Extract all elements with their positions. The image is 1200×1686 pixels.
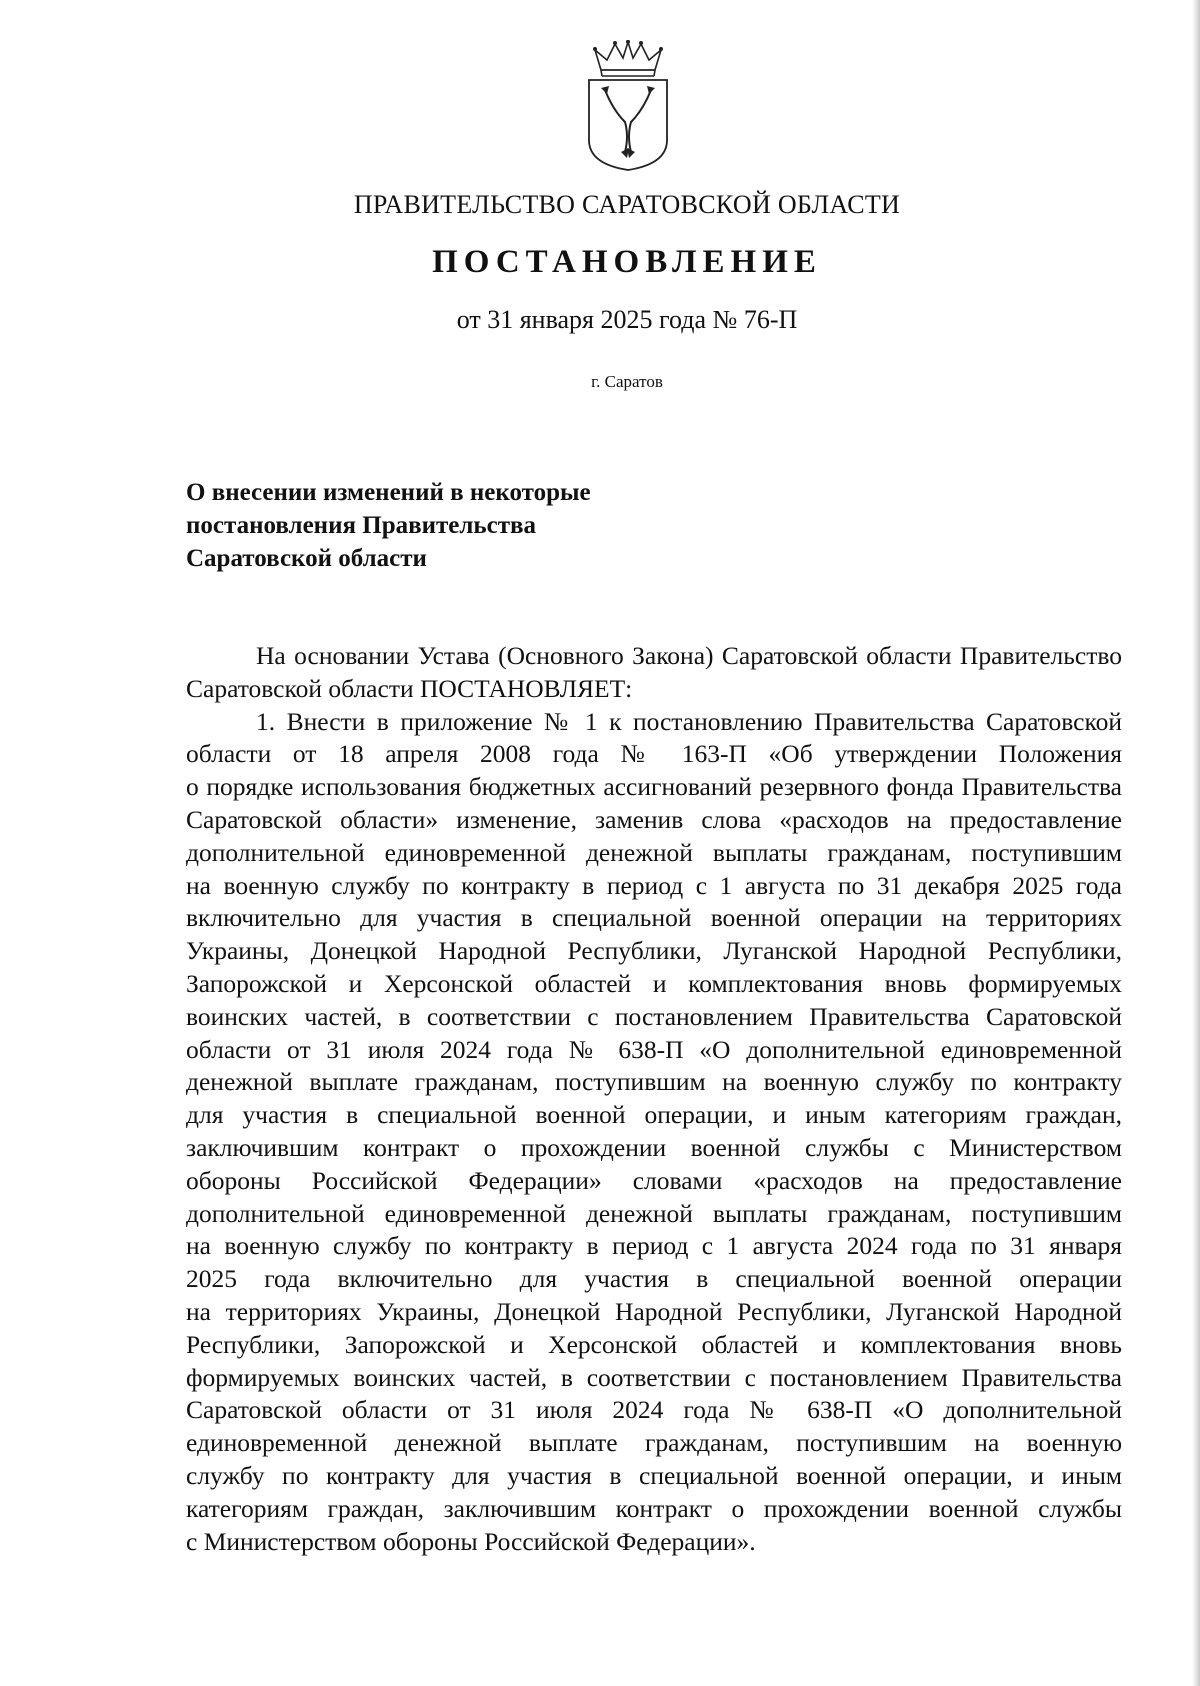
body-line: дополнительной единовременной денежной выплаты гражданам, поступившим (186, 837, 1122, 867)
document-subject (186, 476, 591, 575)
body-line: 1. Внести в приложение № 1 к постановлению Правительства Саратовской (256, 706, 1122, 736)
subject-line: постановления Правительства (186, 512, 536, 539)
body-line: обороны Российской Федерации» словами «расходов на предоставление (186, 1165, 1122, 1195)
body-line: области от 31 июля 2024 года № 638-П «О дополнительной единовременной (186, 1034, 1122, 1064)
body-line: на военную службу по контракту в период с 1 августа 2024 года по 31 января (186, 1231, 1122, 1261)
body-line: единовременной денежной выплате гражданам, поступившим на военную (186, 1428, 1122, 1458)
body-line: воинских частей, в соответствии с постановлением Правительства Саратовской (186, 1001, 1122, 1031)
document-city: г. Саратов (591, 372, 663, 391)
body-line: о порядке использования бюджетных ассигнований резервного фонда Правительства (186, 772, 1122, 802)
document-date-number: от 31 января 2025 года № 76-П (456, 305, 798, 334)
body-line: дополнительной единовременной денежной выплаты гражданам, поступившим (186, 1198, 1122, 1228)
body-line: Саратовской области» изменение, заменив слова «расходов на предоставление (186, 804, 1122, 834)
body-line: для участия в специальной военной операции, и иным категориям граждан, (186, 1100, 1122, 1130)
body-line: 2025 года включительно для участия в специальной военной операции (186, 1264, 1122, 1294)
body-line: с Министерством обороны Российской Федерации». (186, 1526, 756, 1556)
saratov-coat-of-arms-icon (583, 40, 673, 172)
body-line: Республики, Запорожской и Херсонской областей и комплектования вновь (186, 1329, 1122, 1359)
body-line: На основании Устава (Основного Закона) Саратовской области Правительство (256, 641, 1122, 670)
body-line: формируемых воинских частей, в соответствии с постановлением Правительства (186, 1362, 1122, 1392)
body-line: на военную службу по контракту в период с 1 августа по 31 декабря 2025 года (186, 870, 1122, 900)
subject-line: О внесении изменений в некоторые (186, 479, 591, 506)
body-line: Украины, Донецкой Народной Республики, Луганской Народной Республики, (186, 936, 1122, 966)
body-line: включительно для участия в специальной военной операции на территориях (186, 903, 1122, 933)
document-type: ПОСТАНОВЛЕНИЕ (432, 244, 822, 280)
document-body (186, 640, 1122, 1558)
body-line: на территориях Украины, Донецкой Народной Республики, Луганской Народной (186, 1296, 1122, 1326)
subject-line: Саратовской области (186, 545, 427, 572)
body-line: категориям граждан, заключившим контракт о прохождении военной службы (186, 1493, 1122, 1523)
body-line: Саратовской области от 31 июля 2024 года № 638-П «О дополнительной (186, 1395, 1122, 1425)
body-line: области от 18 апреля 2008 года № 163-П «Об утверждении Положения (186, 739, 1122, 769)
government-name: ПРАВИТЕЛЬСТВО САРАТОВСКОЙ ОБЛАСТИ (353, 190, 901, 219)
body-line: денежной выплате гражданам, поступившим на военную службу по контракту (186, 1067, 1122, 1097)
body-line: Саратовской области ПОСТАНОВЛЯЕТ: (186, 673, 633, 703)
body-line: Запорожской и Херсонской областей и комплектования вновь формируемых (186, 968, 1122, 998)
body-line: службу по контракту для участия в специальной военной операции, и иным (186, 1460, 1122, 1490)
body-line: заключившим контракт о прохождении военной службы с Министерством (186, 1132, 1122, 1162)
